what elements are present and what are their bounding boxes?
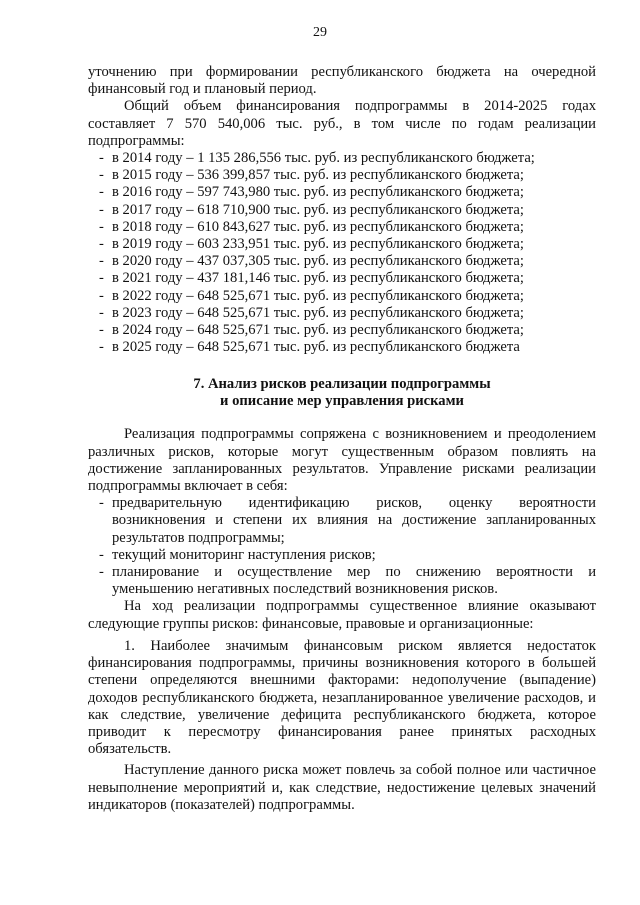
dash-bullet: - — [99, 495, 104, 512]
list-item-text: текущий мониторинг наступления рисков; — [112, 546, 376, 563]
dash-bullet: - — [99, 322, 104, 339]
dash-bullet: - — [99, 218, 104, 235]
risk-intro-paragraph: Реализация подпрограммы сопряжена с возникновением и преодолением различных рисков, которые могут существенным образом повлиять на достижение запланированных результатов. Управление рисками реализации подпрограммы включает в себя: — [88, 426, 596, 495]
list-item — [88, 270, 596, 287]
section-heading-line-1: 7. Анализ рисков реализации подпрограммы — [193, 376, 491, 393]
list-item-text: в 2017 году – 618 710,900 тыс. руб. из республиканского бюджета; — [112, 201, 524, 218]
page-number: 29 — [313, 25, 327, 40]
list-item-text: в 2021 году – 437 181,146 тыс. руб. из республиканского бюджета; — [112, 270, 524, 287]
section-heading — [88, 376, 596, 410]
list-item — [88, 167, 596, 184]
list-item-text: в 2022 году – 648 525,671 тыс. руб. из республиканского бюджета; — [112, 287, 524, 304]
list-item-text: в 2020 году – 437 037,305 тыс. руб. из республиканского бюджета; — [112, 253, 524, 270]
risk-consequence-paragraph: Наступление данного риска может повлечь за собой полное или частичное невыполнение мероприятий и, как следствие, недостижение целевых значений индикаторов (показателей) подпрограммы. — [88, 762, 596, 813]
list-item-text: в 2018 году – 610 843,627 тыс. руб. из республиканского бюджета; — [112, 218, 524, 235]
risk-measures-list — [88, 495, 596, 598]
dash-bullet: - — [99, 339, 104, 356]
dash-bullet: - — [99, 167, 104, 184]
risk-groups-paragraph: На ход реализации подпрограммы существенное влияние оказывают следующие группы рисков: финансовые, правовые и организационные: — [88, 598, 596, 632]
list-item — [88, 322, 596, 339]
continuation-paragraph: уточнению при формировании республиканского бюджета на очередной финансовый год и плановый период. — [88, 64, 596, 98]
list-item — [88, 547, 596, 564]
dash-bullet: - — [99, 236, 104, 253]
list-item — [88, 202, 596, 219]
list-item — [88, 288, 596, 305]
dash-bullet: - — [99, 201, 104, 218]
list-item — [88, 219, 596, 236]
list-item-text: планирование и осуществление мер по снижению вероятности и уменьшению негативных последствий возникновения рисков. — [112, 564, 596, 598]
dash-bullet: - — [99, 287, 104, 304]
yearly-financing-list — [88, 150, 596, 356]
list-item-text: в 2019 году – 603 233,951 тыс. руб. из республиканского бюджета; — [112, 236, 524, 253]
dash-bullet: - — [99, 546, 104, 563]
total-financing-paragraph: Общий объем финансирования подпрограммы в 2014-2025 годах составляет 7 570 540,006 тыс. руб., в том числе по годам реализации подпрограммы: — [88, 98, 596, 149]
list-item-text: в 2015 году – 536 399,857 тыс. руб. из республиканского бюджета; — [112, 167, 524, 184]
dash-bullet: - — [99, 564, 104, 581]
list-item — [88, 564, 596, 598]
list-item — [88, 253, 596, 270]
list-item-text: предварительную идентификацию рисков, оценку вероятности возникновения и степени их влияния на достижение запланированных результатов подпрограммы; — [112, 495, 596, 546]
dash-bullet: - — [99, 270, 104, 287]
dash-bullet: - — [99, 150, 104, 167]
dash-bullet: - — [99, 253, 104, 270]
list-item — [88, 305, 596, 322]
dash-bullet: - — [99, 304, 104, 321]
list-item-text: в 2023 году – 648 525,671 тыс. руб. из республиканского бюджета; — [112, 304, 524, 321]
list-item — [88, 495, 596, 547]
section-heading-line-2: и описание мер управления рисками — [220, 393, 464, 410]
list-item-text: в 2016 году – 597 743,980 тыс. руб. из республиканского бюджета; — [112, 184, 524, 201]
list-item-text: в 2025 году – 648 525,671 тыс. руб. из республиканского бюджета — [112, 339, 520, 356]
list-item-text: в 2014 году – 1 135 286,556 тыс. руб. из республиканского бюджета; — [112, 150, 535, 167]
page-content — [88, 64, 596, 814]
dash-bullet: - — [99, 184, 104, 201]
list-item — [88, 150, 596, 167]
list-item — [88, 236, 596, 253]
list-item-text: в 2024 году – 648 525,671 тыс. руб. из республиканского бюджета; — [112, 322, 524, 339]
list-item — [88, 339, 596, 356]
financial-risk-paragraph: 1. Наиболее значимым финансовым риском является недостаток финансирования подпрограммы, причины возникновения которого в большей степени определяются внешними факторами: недополучение (выпадение) доходов республиканского бюджета, незапланированное увеличение расходов, и как следствие, увеличение дефицита республиканского бюджета, которое приводит к пересмотру финансирования ранее принятых расходных обязательств. — [88, 637, 596, 758]
list-item — [88, 184, 596, 201]
